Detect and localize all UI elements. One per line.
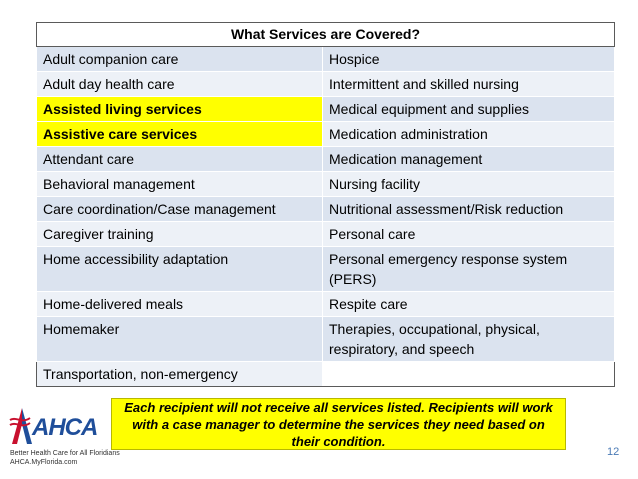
service-right: Therapies, occupational, physical, respiratory, and speech <box>323 317 615 362</box>
service-right-empty <box>323 362 615 387</box>
table-row <box>37 247 615 292</box>
table-row <box>37 147 615 172</box>
logo-tagline: Better Health Care for All Floridians <box>10 450 120 457</box>
table-row <box>37 317 615 362</box>
table-row <box>37 222 615 247</box>
service-left: Home accessibility adaptation <box>37 247 323 292</box>
callout-note <box>111 398 566 450</box>
service-right: Hospice <box>323 47 615 72</box>
table-title: What Services are Covered? <box>37 23 615 47</box>
service-right: Respite care <box>323 292 615 317</box>
table-header-row <box>37 23 615 47</box>
service-right: Intermittent and skilled nursing <box>323 72 615 97</box>
table-row <box>37 172 615 197</box>
service-left: Homemaker <box>37 317 323 362</box>
table-row <box>37 47 615 72</box>
table-row <box>37 197 615 222</box>
service-left: Behavioral management <box>37 172 323 197</box>
table-row <box>37 97 615 122</box>
service-right: Nursing facility <box>323 172 615 197</box>
service-right: Nutritional assessment/Risk reduction <box>323 197 615 222</box>
page-number: 12 <box>607 446 620 458</box>
service-left-highlighted: Assistive care services <box>37 122 323 147</box>
logo-name: AHCA <box>32 414 98 441</box>
service-left: Attendant care <box>37 147 323 172</box>
service-left-highlighted: Assisted living services <box>37 97 323 122</box>
logo-url: AHCA.MyFlorida.com <box>10 459 78 466</box>
service-left: Caregiver training <box>37 222 323 247</box>
services-table <box>36 22 615 387</box>
service-right: Medication management <box>323 147 615 172</box>
service-right: Medication administration <box>323 122 615 147</box>
ahca-logo <box>2 402 120 474</box>
service-right: Personal emergency response system (PERS) <box>323 247 615 292</box>
service-left: Transportation, non-emergency <box>37 362 323 387</box>
table-row <box>37 362 615 387</box>
callout-note-text: Each recipient will not receive all services listed. Recipients will work with a case manager to determine the services they need based on their condition. <box>124 399 553 449</box>
service-left: Adult companion care <box>37 47 323 72</box>
table-row <box>37 122 615 147</box>
service-right: Personal care <box>323 222 615 247</box>
service-left: Care coordination/Case management <box>37 197 323 222</box>
service-left: Adult day health care <box>37 72 323 97</box>
table-row <box>37 72 615 97</box>
service-right: Medical equipment and supplies <box>323 97 615 122</box>
table-row <box>37 292 615 317</box>
service-left: Home-delivered meals <box>37 292 323 317</box>
